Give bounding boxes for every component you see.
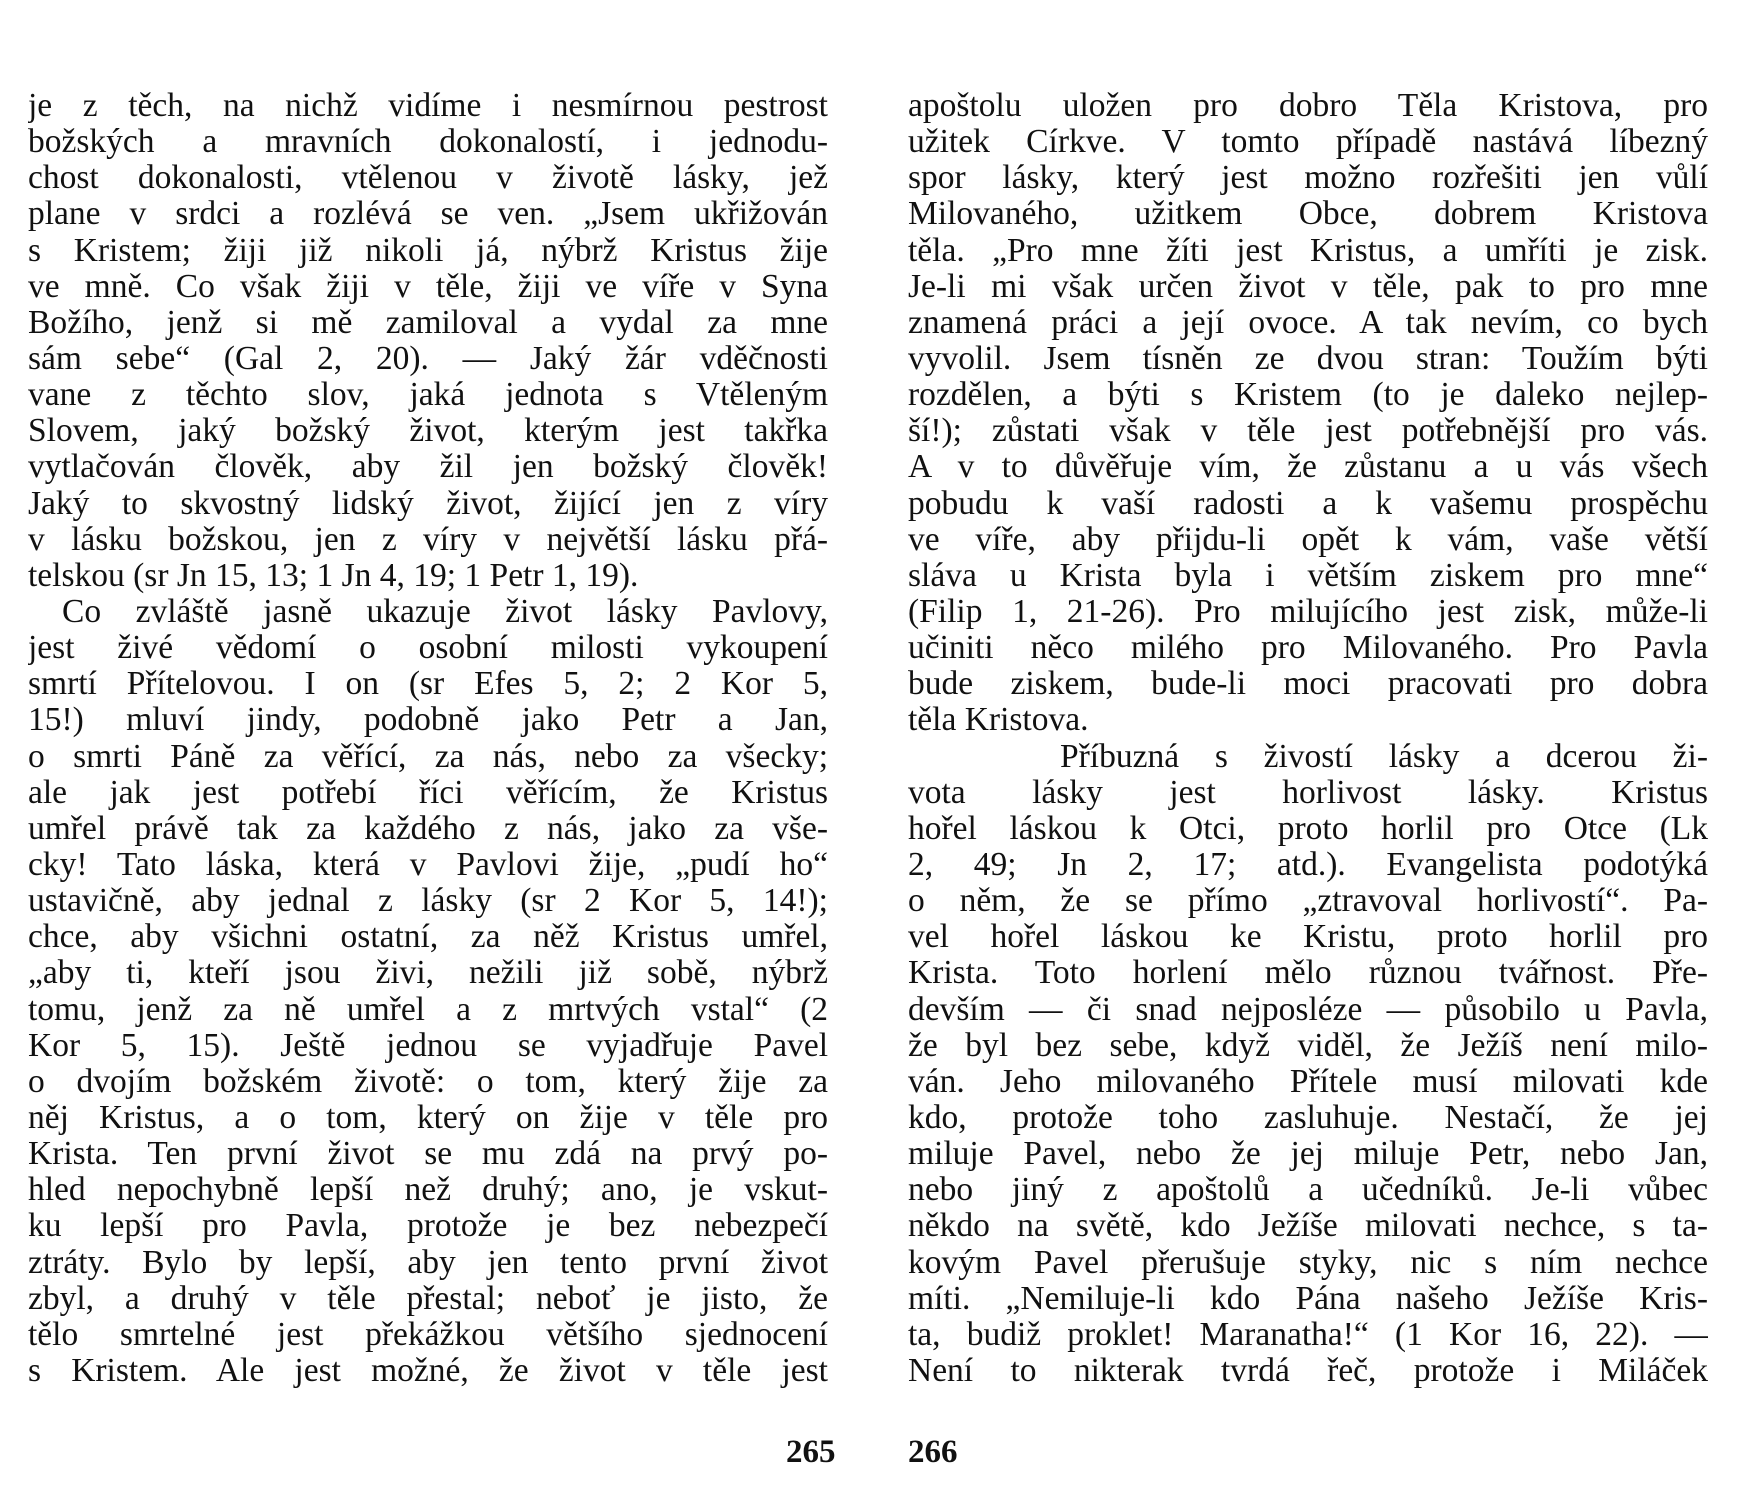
text-line: sám sebe“ (Gal 2, 20). — Jaký žár vděčnosti [28,339,828,377]
text-line: o dvojím božském životě: o tom, který žije za [28,1062,828,1100]
text-line: sláva u Krista byla i větším ziskem pro mne“ [908,556,1708,594]
text-line: Je-li mi však určen život v těle, pak to pro mne [908,267,1708,305]
text-line: těla. „Pro mne žíti jest Kristus, a umříti je zisk. [908,231,1708,269]
text-line: Krista. Ten první život se mu zdá na prvý po- [28,1135,828,1173]
text-line: zbyl, a druhý v těle přestal; neboť je jisto, že [28,1279,828,1317]
text-line: tomu, jenž za ně umřel a z mrtvých vstal“ (2 [28,990,828,1028]
text-line: ta, budiž proklet! Maranatha!“ (1 Kor 16, 22). — [908,1315,1708,1353]
text-line: miluje Pavel, nebo že jej miluje Petr, nebo Jan, [908,1135,1708,1173]
left-page-text [28,88,828,1389]
text-line: ustavičně, aby jednal z lásky (sr 2 Kor 5, 14!); [28,882,828,920]
text-line: devším — či snad nejposléze — působilo u Pavla, [908,990,1708,1028]
text-line: chost dokonalosti, vtělenou v životě lásky, jež [28,159,828,197]
text-line: „aby ti, kteří jsou živi, nežili již sobě, nýbrž [28,954,828,992]
text-line: Kor 5, 15). Ještě jednou se vyjadřuje Pavel [28,1026,828,1064]
text-line: božských a mravních dokonalostí, i jednodu- [28,123,828,161]
text-line: vytlačován člověk, aby žil jen božský člověk! [28,448,828,486]
text-line: apoštolu uložen pro dobro Těla Kristova, pro [908,88,1708,124]
text-line: umřel právě tak za každého z nás, jako za vše- [28,809,828,847]
text-line: ván. Jeho milovaného Přítele musí milovati kde [908,1062,1708,1100]
text-line: (Filip 1, 21-26). Pro milujícího jest zisk, může-li [908,592,1708,630]
text-line: vane z těchto slov, jaká jednota s Vtěleným [28,376,828,414]
text-line: rozdělen, a býti s Kristem (to je daleko nejlep- [908,376,1708,414]
text-line: o smrti Páně za věřící, za nás, nebo za všecky; [28,737,828,775]
text-line: pobudu k vaší radosti a k vašemu prospěchu [908,484,1708,522]
text-line: je z těch, na nichž vidíme i nesmírnou pestrost [28,88,828,124]
text-line: ve mně. Co však žiji v těle, žiji ve víře v Syna [28,267,828,305]
text-line: ztráty. Bylo by lepší, aby jen tento první život [28,1243,828,1281]
text-line: s Kristem. Ale jest možné, že život v těle jest [28,1351,828,1389]
text-line: Jaký to skvostný lidský život, žijící jen z víry [28,484,828,522]
page-number-left: 265 [786,1434,836,1470]
text-line: že byl bez sebe, když viděl, že Ježíš není milo- [908,1026,1708,1064]
text-line: kdo, protože toho zasluhuje. Nestačí, že jej [908,1098,1708,1136]
text-line: ší!); zůstati však v těle jest potřebnější pro vás. [908,412,1708,450]
text-line: vel hořel láskou ke Kristu, proto horlil pro [908,918,1708,956]
text-line: ku lepší pro Pavla, protože je bez nebezpečí [28,1207,828,1245]
text-line: plane v srdci a rozlévá se ven. „Jsem ukřižován [28,195,828,233]
text-line: Příbuzná s živostí lásky a dcerou ži- [1060,737,1708,775]
text-line: Krista. Toto horlení mělo různou tvářnost. Pře- [908,954,1708,992]
text-line: vyvolil. Jsem tísněn ze dvou stran: Toužím býti [908,339,1708,377]
text-line: Slovem, jaký božský život, kterým jest takřka [28,412,828,450]
text-line: Milovaného, užitkem Obce, dobrem Kristova [908,195,1708,233]
text-line: tělo smrtelné jest překážkou většího sjednocení [28,1315,828,1353]
text-line: cky! Tato láska, která v Pavlovi žije, „pudí ho“ [28,845,828,883]
text-line: spor lásky, který jest možno rozřešiti jen vůlí [908,159,1708,197]
text-line: něj Kristus, a o tom, který on žije v těle pro [28,1098,828,1136]
text-line: v lásku božskou, jen z víry v největší lásku přá- [28,520,828,558]
text-line: kovým Pavel přerušuje styky, nic s ním nechce [908,1243,1708,1281]
text-line: ale jak jest potřebí říci věřícím, že Kristus [28,773,828,811]
text-line: hled nepochybně lepší než druhý; ano, je vskut- [28,1171,828,1209]
text-line: s Kristem; žiji již nikoli já, nýbrž Kristus žije [28,231,828,269]
text-line: nebo jiný z apoštolů a učedníků. Je-li vůbec [908,1171,1708,1209]
text-line: 2, 49; Jn 2, 17; atd.). Evangelista podotýká [908,845,1708,883]
text-line: bude ziskem, bude-li moci pracovati pro dobra [908,665,1708,703]
text-line: míti. „Nemiluje-li kdo Pána našeho Ježíše Kris- [908,1279,1708,1317]
text-line: učiniti něco milého pro Milovaného. Pro Pavla [908,629,1708,667]
page-number-right: 266 [908,1434,958,1470]
text-line: užitek Církve. V tomto případě nastává líbezný [908,123,1708,161]
left-page [28,88,828,1428]
text-line: A v to důvěřuje vím, že zůstanu a u vás všech [908,448,1708,486]
text-line: někdo na světě, kdo Ježíše milovati nechce, s ta- [908,1207,1708,1245]
right-page [908,88,1708,1428]
text-line: jest živé vědomí o osobní milosti vykoupení [28,629,828,667]
text-line: Božího, jenž si mě zamiloval a vydal za mne [28,303,828,341]
text-line: chce, aby všichni ostatní, za něž Kristus umřel, [28,918,828,956]
text-line: vota lásky jest horlivost lásky. Kristus [908,773,1708,811]
text-line: smrtí Přítelovou. I on (sr Efes 5, 2; 2 Kor 5, [28,665,828,703]
text-line: telskou (sr Jn 15, 13; 1 Jn 4, 19; 1 Petr 1, 19). [28,556,639,594]
text-line: o něm, že se přímo „ztravoval horlivostí“. Pa- [908,882,1708,920]
text-line: Co zvláště jasně ukazuje život lásky Pavlovy, [62,592,828,630]
text-line: těla Kristova. [908,701,1089,739]
right-page-text [908,88,1708,1389]
text-line: hořel láskou k Otci, proto horlil pro Otce (Lk [908,809,1708,847]
text-line: ve víře, aby přijdu-li opět k vám, vaše větší [908,520,1708,558]
text-line: Není to nikterak tvrdá řeč, protože i Miláček [908,1351,1708,1389]
text-line: 15!) mluví jindy, podobně jako Petr a Jan, [28,701,828,739]
text-line: znamená práci a její ovoce. A tak nevím, co bych [908,303,1708,341]
